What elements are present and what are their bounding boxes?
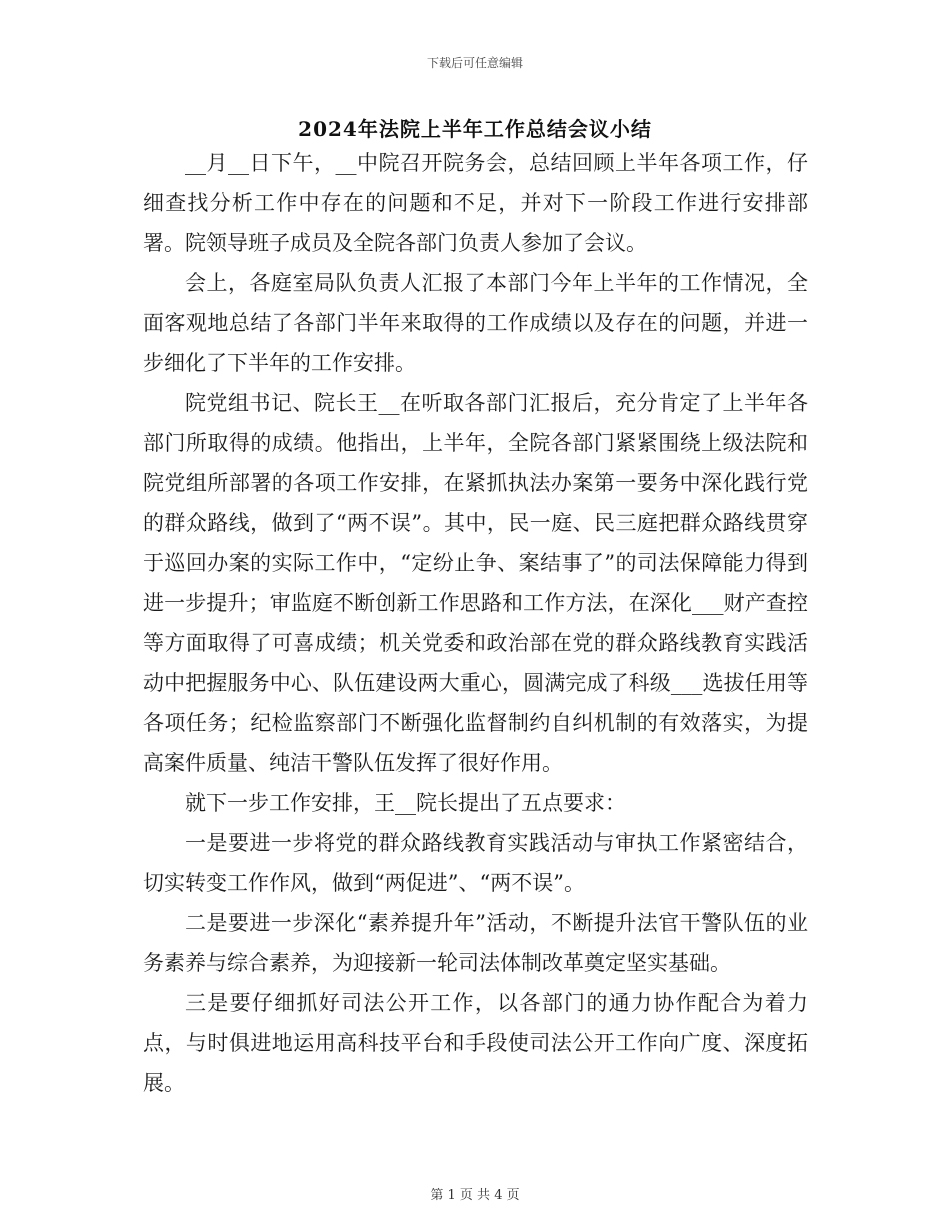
paragraph-7: 三是要仔细抓好司法公开工作，以各部门的通力协作配合为着力点，与时俱进地运用高科技平台和手段使司法公开工作向广度、深度拓展。 [143,991,808,1095]
document-body [143,143,808,1103]
paragraph-6: 二是要进一步深化“素养提升年”活动，不断提升法官干警队伍的业务素养与综合素养，为迎接新一轮司法体制改革奠定坚实基础。 [143,911,808,975]
page-number: 第 1 页 共 4 页 [430,1188,520,1203]
paragraph-1: __月__日下午，__中院召开院务会，总结回顾上半年各项工作，仔细查找分析工作中存在的问题和不足，并对下一阶段工作进行安排部署。院领导班子成员及全院各部门负责人参加了会议。 [143,151,808,255]
paragraph-2: 会上，各庭室局队负责人汇报了本部门今年上半年的工作情况，全面客观地总结了各部门半年来取得的工作成绩以及存在的问题，并进一步细化了下半年的工作安排。 [143,271,808,375]
page-header-note: 下载后可任意编辑 [426,56,523,70]
paragraph-3: 院党组书记、院长王__在听取各部门汇报后，充分肯定了上半年各部门所取得的成绩。他指出，上半年，全院各部门紧紧围绕上级法院和院党组所部署的各项工作安排，在紧抓执法办案第一要务中深化践行党的群众路线，做到了“两不误”。其中，民一庭、民三庭把群众路线贯穿于巡回办案的实际工作中，“定纷止争、案结事了”的司法保障能力得到进一步提升；审监庭不断创新工作思路和工作方法，在深化___财产查控等方面取得了可喜成绩；机关党委和政治部在党的群众路线教育实践活动中把握服务中心、队伍建设两大重心，圆满完成了科级___选拔任用等各项任务；纪检监察部门不断强化监督制约自纠机制的有效落实，为提高案件质量、纯洁干警队伍发挥了很好作用。 [143,391,808,775]
paragraph-5: 一是要进一步将党的群众路线教育实践活动与审执工作紧密结合，切实转变工作作风，做到“两促进”、“两不误”。 [143,831,808,895]
document-title: 2024年法院上半年工作总结会议小结 [298,117,652,141]
paragraph-4: 就下一步工作安排，王__院长提出了五点要求： [185,791,626,815]
